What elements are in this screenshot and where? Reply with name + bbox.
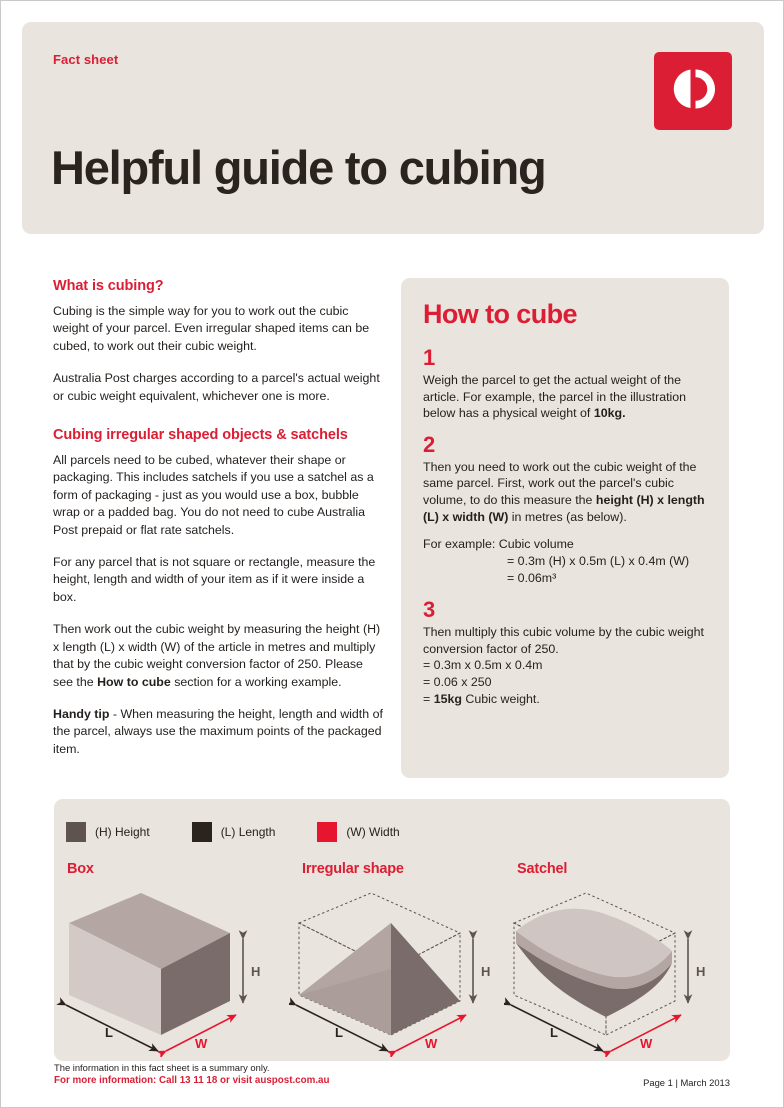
step-number: 1 — [423, 345, 436, 370]
legend-item-length — [192, 822, 276, 842]
paragraph: Australia Post charges according to a parcel's actual weight or cubic weight equivalent, whichever one is more. — [53, 371, 380, 403]
section-heading-cubing-irregular: Cubing irregular shaped objects & satchels — [53, 427, 348, 444]
diagram-legend — [66, 822, 442, 842]
left-column — [53, 278, 385, 773]
step-number: 2 — [423, 431, 436, 457]
figure-title-satchel: Satchel — [517, 861, 568, 877]
legend-label: (L) Length — [220, 825, 276, 839]
diagram-panel — [54, 799, 730, 1061]
legend-label: (W) Width — [346, 825, 400, 839]
legend-item-height — [66, 822, 150, 842]
irregular-l-label: L — [335, 1025, 343, 1040]
figure-title-box: Box — [67, 861, 94, 877]
australia-post-logo-icon — [654, 52, 732, 130]
paragraph: Cubing is the simple way for you to work out the cubic weight of your parcel. Even irregular shaped items can be cubed, to work out their cubic weight. — [53, 304, 370, 353]
section-heading-what-is-cubing: What is cubing? — [53, 278, 164, 294]
header-band — [22, 22, 764, 234]
step-2-example — [423, 536, 711, 587]
paragraph: All parcels need to be cubed, whatever their shape or packaging. This includes satchels if you use a satchel as a form of packaging - just as you would use a box, bubble wrap or a padded bag. You do not need to cube Australia Post prepaid or flat rate satchels. — [53, 453, 374, 537]
equation-line: = 0.3m x 0.5m x 0.4m — [423, 658, 543, 673]
paragraph: For any parcel that is not square or rectangle, measure the height, length and width of your item as if it were inside a box. — [53, 555, 376, 604]
paragraph-handy-tip: Handy tip - When measuring the height, length and width of the parcel, always use the maximum points of the packaged item. — [53, 706, 383, 756]
figure-satchel — [504, 877, 744, 1057]
example-lead: For example: Cubic volume — [423, 537, 574, 552]
logo-p-glyph — [654, 52, 732, 130]
irregular-w-label: W — [425, 1036, 438, 1051]
footer-disclaimer: The information in this fact sheet is a summary only. — [54, 1062, 270, 1073]
irregular-h-label: H — [481, 964, 491, 979]
equation-line: = 15kg Cubic weight. — [423, 692, 540, 707]
equation-line: = 0.06 x 250 — [423, 675, 492, 690]
step-1 — [423, 346, 711, 422]
footer — [54, 1061, 730, 1093]
fact-sheet-kicker: Fact sheet — [53, 52, 119, 67]
step-text: Weigh the parcel to get the actual weight of the article. For example, the parcel in the illustration below has a physical weight of 10kg. — [423, 373, 687, 421]
footer-page-number: Page 1 | March 2013 — [643, 1077, 730, 1088]
example-line: = 0.3m (H) x 0.5m (L) x 0.4m (W) — [507, 554, 690, 569]
satchel-h-label: H — [696, 964, 706, 979]
satchel-l-label: L — [550, 1025, 558, 1040]
example-line: = 0.06m³ — [507, 571, 557, 586]
paragraph-rich: Then work out the cubic weight by measuring the height (H) x length (L) x width (W) of the article in metres and multiply that by the cubic weight conversion factor of 250. Please see the How to cube section for a working example. — [53, 622, 381, 689]
legend-swatch-height — [66, 822, 86, 842]
box-w-label: W — [195, 1036, 208, 1051]
step-number: 3 — [423, 597, 436, 623]
step-3 — [423, 598, 711, 708]
step-text: Then multiply this cubic volume by the cubic weight conversion factor of 250. — [423, 625, 704, 656]
footer-contact[interactable]: For more information: Call 13 11 18 or visit auspost.com.au — [54, 1075, 330, 1086]
panel-title: How to cube — [423, 299, 577, 329]
figure-title-irregular: Irregular shape — [302, 861, 404, 877]
legend-label: (H) Height — [95, 825, 150, 839]
legend-swatch-length — [192, 822, 212, 842]
page-title: Helpful guide to cubing — [51, 141, 546, 194]
box-h-label: H — [251, 964, 261, 979]
legend-item-width — [317, 822, 399, 842]
legend-swatch-width — [317, 822, 337, 842]
how-to-cube-panel — [401, 278, 729, 778]
satchel-w-label: W — [640, 1036, 653, 1051]
figure-box — [54, 877, 294, 1057]
steps-list — [423, 346, 711, 719]
step-text: Then you need to work out the cubic weight of the same parcel. First, work out the parcel's cubic volume, to do this measure the height (H) x length (L) x width (W) in metres (as below). — [423, 459, 705, 524]
figure-irregular-shape — [289, 877, 529, 1057]
step-2 — [423, 433, 711, 587]
box-l-label: L — [105, 1025, 113, 1040]
